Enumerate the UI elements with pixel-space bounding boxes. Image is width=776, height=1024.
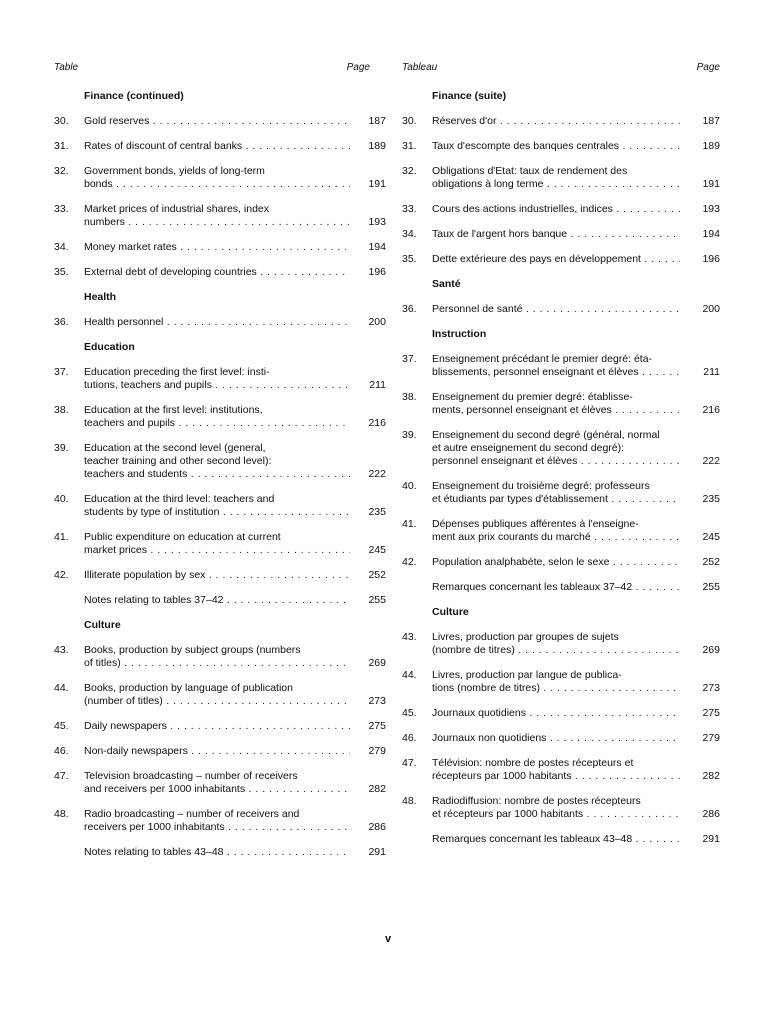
table-number: 34.	[402, 228, 417, 240]
tableau-label: Tableau	[402, 62, 438, 73]
table-title	[432, 631, 680, 657]
table-title	[84, 165, 350, 191]
table-title	[84, 115, 350, 128]
toc-entry[interactable]	[402, 253, 720, 266]
table-number: 36.	[54, 316, 69, 328]
page-number-ref: 189	[368, 140, 386, 152]
page-number-ref: 273	[368, 695, 386, 707]
page-number-ref: 193	[702, 203, 720, 215]
title-line: Notes relating to tables 37–42 . . .	[84, 594, 350, 607]
title-line: Réserves d'or . . .	[432, 115, 680, 128]
toc-column-french	[402, 62, 720, 858]
table-number: 42.	[402, 556, 417, 568]
title-line: tions (nombre de titres) . . .	[432, 682, 680, 695]
page-label: Page	[346, 62, 370, 73]
toc-entry[interactable]	[54, 644, 386, 670]
title-line: personnel enseignant et élèves . . .	[432, 455, 680, 468]
toc-entry[interactable]	[402, 581, 720, 594]
table-number: 43.	[402, 631, 417, 643]
page-number-ref: 255	[368, 594, 386, 606]
toc-entry[interactable]	[54, 531, 386, 557]
title-line: Livres, production par langue de publica-	[432, 669, 622, 681]
toc-entry[interactable]	[402, 631, 720, 657]
title-line: Education at the third level: teachers and	[84, 493, 275, 505]
table-number: 40.	[402, 480, 417, 492]
table-title	[84, 745, 350, 758]
title-line: Education at the second level (general,	[84, 442, 266, 454]
table-number: 48.	[54, 808, 69, 820]
page-number-ref: 222	[702, 455, 720, 467]
page-number-ref: 194	[368, 241, 386, 253]
toc-entry[interactable]	[54, 720, 386, 733]
table-title	[84, 808, 350, 834]
table-title	[432, 115, 680, 128]
title-line: Dette extérieure des pays en développement . . .	[432, 253, 680, 266]
section-heading: Education	[84, 341, 135, 353]
toc-entry[interactable]	[402, 556, 720, 569]
table-title	[432, 303, 680, 316]
toc-entry[interactable]	[54, 241, 386, 254]
table-title	[84, 720, 350, 733]
table-title	[432, 253, 680, 266]
page-number-ref: 196	[702, 253, 720, 265]
toc-entry[interactable]	[54, 404, 386, 430]
page-number-ref: 245	[702, 531, 720, 543]
table-number: 31.	[54, 140, 69, 152]
page-number-ref: 245	[368, 544, 386, 556]
toc-entry[interactable]	[402, 140, 720, 153]
title-line: Non-daily newspapers . . .	[84, 745, 350, 758]
table-number: 34.	[54, 241, 69, 253]
page-number-ref: 275	[368, 720, 386, 732]
title-line: of titles) . . .	[84, 657, 350, 670]
table-title	[84, 316, 350, 329]
toc-entry[interactable]	[54, 165, 386, 191]
table-number: 45.	[54, 720, 69, 732]
table-number: 33.	[402, 203, 417, 215]
table-title	[432, 140, 680, 153]
table-title	[432, 707, 680, 720]
table-number: 47.	[402, 757, 417, 769]
page-number-ref: 286	[368, 821, 386, 833]
table-title	[432, 581, 680, 594]
title-line: and receivers per 1000 inhabitants . . .	[84, 783, 350, 796]
table-title	[84, 442, 350, 481]
toc-entry[interactable]	[402, 707, 720, 720]
page-number-ref: 187	[368, 115, 386, 127]
table-title	[432, 203, 680, 216]
table-title	[432, 429, 680, 468]
table-title	[432, 353, 680, 379]
table-title	[84, 682, 350, 708]
page-number-ref: 191	[702, 178, 720, 190]
table-title	[84, 569, 350, 582]
title-line: Dépenses publiques afférentes à l'enseigne-	[432, 518, 639, 530]
page-label: Page	[696, 62, 720, 73]
table-title	[84, 846, 350, 859]
toc-entry[interactable]	[402, 669, 720, 695]
toc-entry[interactable]	[402, 391, 720, 417]
table-number: 41.	[54, 531, 69, 543]
table-number: 33.	[54, 203, 69, 215]
table-title	[432, 757, 680, 783]
page-number-ref: 211	[703, 366, 720, 378]
page-number-ref: 189	[702, 140, 720, 152]
toc-entry[interactable]	[402, 115, 720, 128]
title-line: numbers . . .	[84, 216, 350, 229]
title-line: Television broadcasting – number of receivers	[84, 770, 298, 782]
title-line: récepteurs par 1000 habitants . . .	[432, 770, 680, 783]
table-number: 37.	[402, 353, 417, 365]
title-line: Télévision: nombre de postes récepteurs et	[432, 757, 634, 769]
title-line: Health personnel . . .	[84, 316, 350, 329]
title-line: Taux de l'argent hors banque . . .	[432, 228, 680, 241]
page-number-ref: 282	[368, 783, 386, 795]
toc-entry[interactable]	[402, 353, 720, 379]
page-number-ref: 279	[702, 732, 720, 744]
title-line: receivers per 1000 inhabitants . . .	[84, 821, 350, 834]
table-title	[432, 228, 680, 241]
table-number: 35.	[402, 253, 417, 265]
toc-entry[interactable]	[402, 757, 720, 783]
table-number: 38.	[402, 391, 417, 403]
toc-entry[interactable]	[54, 140, 386, 153]
title-line: Personnel de santé . . .	[432, 303, 680, 316]
table-number: 37.	[54, 366, 69, 378]
title-line: Daily newspapers . . .	[84, 720, 350, 733]
table-number: 42.	[54, 569, 69, 581]
page-number-ref: 187	[702, 115, 720, 127]
page-number-ref: 193	[368, 216, 386, 228]
toc-entry[interactable]	[402, 228, 720, 241]
toc-entry[interactable]	[54, 808, 386, 834]
section-heading: Culture	[84, 619, 121, 631]
title-line: External debt of developing countries . . .	[84, 266, 350, 279]
table-number: 32.	[54, 165, 69, 177]
table-number: 30.	[54, 115, 69, 127]
table-number: 43.	[54, 644, 69, 656]
title-line: Enseignement du troisième degré: professeurs	[432, 480, 650, 492]
title-line: Enseignement du second degré (général, normal	[432, 429, 660, 441]
table-title	[84, 241, 350, 254]
table-number: 35.	[54, 266, 69, 278]
title-line: (number of titles) . . .	[84, 695, 350, 708]
title-line: teachers and pupils . . .	[84, 417, 350, 430]
table-number: 45.	[402, 707, 417, 719]
title-line: et récepteurs par 1000 habitants . . .	[432, 808, 680, 821]
table-number: 44.	[402, 669, 417, 681]
title-line: Journaux quotidiens . . .	[432, 707, 680, 720]
toc-entry[interactable]	[54, 569, 386, 582]
table-number: 36.	[402, 303, 417, 315]
column-header	[402, 62, 720, 90]
toc-entry[interactable]	[54, 846, 386, 859]
table-title	[84, 644, 350, 670]
page-number-ref: 279	[368, 745, 386, 757]
page-number-ref: 200	[368, 316, 386, 328]
title-line: Education at the first level: institutions,	[84, 404, 263, 416]
title-line: Books, production by subject groups (numbers	[84, 644, 301, 656]
toc-entry[interactable]	[54, 316, 386, 329]
title-line: Government bonds, yields of long-term	[84, 165, 265, 177]
toc-entry[interactable]	[402, 518, 720, 544]
table-number: 46.	[402, 732, 417, 744]
title-line: bonds . . .	[84, 178, 350, 191]
page-number-ref: 291	[368, 846, 386, 858]
table-title	[84, 203, 350, 229]
toc-entry[interactable]	[402, 833, 720, 846]
table-title	[432, 391, 680, 417]
table-number: 32.	[402, 165, 417, 177]
table-title	[84, 770, 350, 796]
toc-entry[interactable]	[54, 594, 386, 607]
section-heading: Finance (suite)	[432, 90, 507, 102]
table-title	[432, 795, 680, 821]
page-number-ref: 216	[702, 404, 720, 416]
title-line: market prices . . .	[84, 544, 350, 557]
toc-entry[interactable]	[54, 366, 386, 392]
table-title	[432, 732, 680, 745]
table-number: 39.	[402, 429, 417, 441]
toc-entry[interactable]	[402, 480, 720, 506]
section-heading: Health	[84, 291, 117, 303]
toc-entry[interactable]	[402, 303, 720, 316]
section-heading: Santé	[432, 278, 461, 290]
title-line: students by type of institution . . .	[84, 506, 350, 519]
page-number-ref: 200	[702, 303, 720, 315]
table-number: 48.	[402, 795, 417, 807]
page-number-ref: 286	[702, 808, 720, 820]
table-title	[432, 669, 680, 695]
section-heading: Instruction	[432, 328, 487, 340]
page-number-ref: 273	[702, 682, 720, 694]
title-line: Journaux non quotidiens . . .	[432, 732, 680, 745]
page-number-ref: 269	[702, 644, 720, 656]
title-line: teachers and students . . .	[84, 468, 350, 481]
title-line: Population analphabète, selon le sexe . . .	[432, 556, 680, 569]
table-number: 30.	[402, 115, 417, 127]
table-title	[84, 594, 350, 607]
table-title	[432, 480, 680, 506]
toc-entry[interactable]	[54, 770, 386, 796]
page-number: v	[384, 933, 392, 945]
title-line: Livres, production par groupes de sujets	[432, 631, 619, 643]
title-line: Cours des actions industrielles, indices . . .	[432, 203, 680, 216]
table-title	[432, 518, 680, 544]
title-line: Obligations d'Etat: taux de rendement des	[432, 165, 628, 177]
toc-entry[interactable]	[54, 493, 386, 519]
title-line: Gold reserves . . .	[84, 115, 350, 128]
page-number-ref: 235	[702, 493, 720, 505]
toc-entry[interactable]	[54, 203, 386, 229]
title-line: Enseignement précédant le premier degré: éta-	[432, 353, 653, 365]
title-line: obligations à long terme . . .	[432, 178, 680, 191]
table-number: 47.	[54, 770, 69, 782]
page-number-ref: 194	[702, 228, 720, 240]
title-line: Radio broadcasting – number of receivers and	[84, 808, 300, 820]
page-number-ref: 222	[368, 468, 386, 480]
toc-entry[interactable]	[402, 795, 720, 821]
table-label: Table	[54, 62, 79, 73]
toc-entry[interactable]	[402, 732, 720, 745]
toc-entry[interactable]	[402, 429, 720, 468]
page-number-ref: 191	[368, 178, 386, 190]
table-number: 44.	[54, 682, 69, 694]
title-line: Taux d'escompte des banques centrales . . .	[432, 140, 680, 153]
title-line: Rates of discount of central banks . . .	[84, 140, 350, 153]
title-line: tutions, teachers and pupils . . .	[84, 379, 350, 392]
table-number: 38.	[54, 404, 69, 416]
page-number-ref: 275	[702, 707, 720, 719]
table-title	[432, 833, 680, 846]
title-line: teacher training and other second level):	[84, 455, 272, 467]
page-number-ref: 211	[369, 379, 386, 391]
page-number-ref: 255	[702, 581, 720, 593]
table-number: 39.	[54, 442, 69, 454]
page-number-ref: 252	[702, 556, 720, 568]
table-title	[84, 140, 350, 153]
page-number-ref: 269	[368, 657, 386, 669]
title-line: Enseignement du premier degré: établisse-	[432, 391, 633, 403]
section-heading: Culture	[432, 606, 469, 618]
title-line: Money market rates . . .	[84, 241, 350, 254]
column-header	[54, 62, 386, 90]
title-line: Illiterate population by sex . . .	[84, 569, 350, 582]
title-line: (nombre de titres) . . .	[432, 644, 680, 657]
title-line: Notes relating to tables 43–48 . . .	[84, 846, 350, 859]
table-title	[84, 493, 350, 519]
page-number-ref: 235	[368, 506, 386, 518]
table-title	[432, 165, 680, 191]
toc-entry[interactable]	[402, 165, 720, 191]
title-line: Public expenditure on education at current	[84, 531, 281, 543]
table-title	[84, 404, 350, 430]
table-title	[84, 366, 350, 392]
table-title	[84, 266, 350, 279]
section-heading: Finance (continued)	[84, 90, 184, 102]
title-line: et autre enseignement du second degré):	[432, 442, 625, 454]
page-number-ref: 196	[368, 266, 386, 278]
title-line: Education preceding the first level: insti-	[84, 366, 270, 378]
page-number-ref: 216	[368, 417, 386, 429]
title-line: ment aux prix courants du marché . . .	[432, 531, 680, 544]
toc-entry[interactable]	[54, 745, 386, 758]
toc-entry[interactable]	[54, 115, 386, 128]
table-title	[84, 531, 350, 557]
title-line: Remarques concernant les tableaux 37–42 . . .	[432, 581, 680, 594]
title-line: ments, personnel enseignant et élèves . . .	[432, 404, 680, 417]
page-number-ref: 252	[368, 569, 386, 581]
title-line: Books, production by language of publication	[84, 682, 293, 694]
toc-entry[interactable]	[54, 442, 386, 481]
toc-entry[interactable]	[402, 203, 720, 216]
title-line: Radiodiffusion: nombre de postes récepteurs	[432, 795, 641, 807]
table-title	[432, 556, 680, 569]
title-line: Market prices of industrial shares, index	[84, 203, 269, 215]
table-number: 31.	[402, 140, 417, 152]
table-number: 41.	[402, 518, 417, 530]
toc-entry[interactable]	[54, 682, 386, 708]
toc-entry[interactable]	[54, 266, 386, 279]
table-number: 40.	[54, 493, 69, 505]
title-line: blissements, personnel enseignant et élèves . . .	[432, 366, 680, 379]
table-number: 46.	[54, 745, 69, 757]
title-line: et étudiants par types d'établissement . . .	[432, 493, 680, 506]
page-number-ref: 282	[702, 770, 720, 782]
toc-column-english	[54, 62, 386, 871]
page-number-ref: 291	[702, 833, 720, 845]
title-line: Remarques concernant les tableaux 43–48 . . .	[432, 833, 680, 846]
